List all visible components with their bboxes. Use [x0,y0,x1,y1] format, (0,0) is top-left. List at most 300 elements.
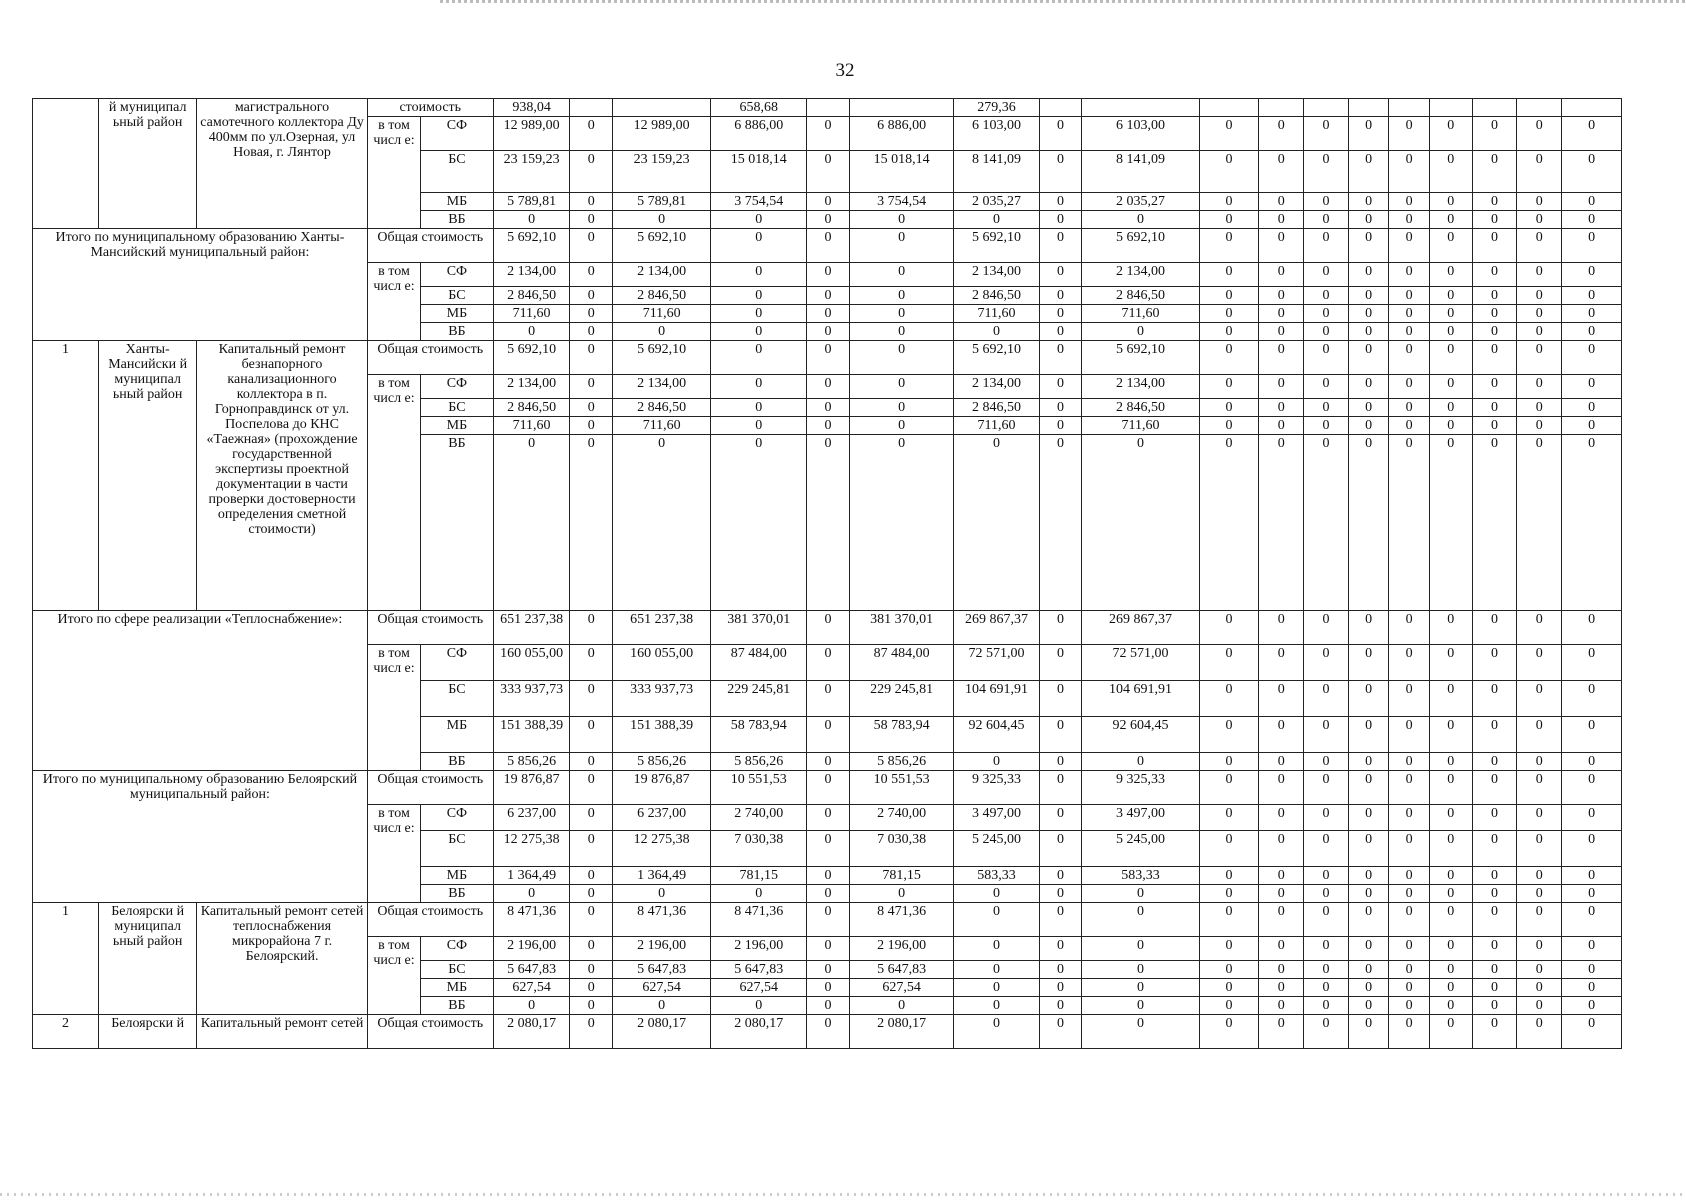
group-total-title: Итого по муниципальному образованию Ханты-Мансийский муниципальный район: [33,229,368,341]
value-cell: 0 [1562,903,1622,937]
value-cell: 0 [1472,611,1517,645]
value-cell: 5 647,83 [613,961,711,979]
value-cell: 0 [954,211,1039,229]
value-cell: 0 [1517,229,1562,263]
value-cell: 0 [1039,885,1082,903]
value-cell: 2 740,00 [849,805,954,831]
value-cell: 0 [1472,903,1517,937]
table-row [33,1015,1622,1049]
value-cell: 8 141,09 [1082,151,1199,193]
value-cell: 0 [570,151,613,193]
value-cell: 0 [1389,753,1430,771]
value-cell: 0 [1472,771,1517,805]
value-cell: 0 [1429,305,1472,323]
value-cell: 0 [1429,903,1472,937]
value-cell: 0 [613,323,711,341]
value-cell: 6 886,00 [849,117,954,151]
value-cell: 0 [1259,151,1304,193]
page-number: 32 [835,60,855,81]
value-cell: 0 [1348,805,1389,831]
value-cell: 0 [807,287,850,305]
value-cell: 0 [1039,229,1082,263]
value-cell: 0 [1517,753,1562,771]
including-label: в том числ е: [367,263,420,341]
category-code: ВБ [421,753,494,771]
value-cell: 0 [1348,885,1389,903]
value-cell: 2 196,00 [849,937,954,961]
value-cell: 0 [493,323,570,341]
value-cell: 0 [570,323,613,341]
value-cell: 0 [1562,805,1622,831]
value-cell: 711,60 [954,305,1039,323]
value-cell: 0 [954,1015,1039,1049]
value-cell: 0 [1429,753,1472,771]
value-cell: 0 [1389,229,1430,263]
value-cell: 12 275,38 [493,831,570,867]
value-cell [1472,99,1517,117]
value-cell: 2 196,00 [711,937,807,961]
value-cell: 0 [1259,305,1304,323]
value-cell: 0 [954,435,1039,611]
category-code: БС [421,831,494,867]
value-cell: 3 497,00 [954,805,1039,831]
value-cell: 0 [1429,611,1472,645]
value-cell: 0 [1517,771,1562,805]
value-cell: 2 134,00 [493,375,570,399]
value-cell: 0 [1472,151,1517,193]
value-cell: 0 [1389,305,1430,323]
value-cell: 0 [1039,997,1082,1015]
value-cell: 58 783,94 [849,717,954,753]
value-cell: 0 [1304,979,1349,997]
value-cell: 0 [1304,435,1349,611]
value-cell: 0 [1259,193,1304,211]
value-cell: 0 [1199,323,1259,341]
value-cell: 0 [1348,961,1389,979]
value-cell: 5 692,10 [493,229,570,263]
value-cell: 0 [1304,263,1349,287]
value-cell: 12 989,00 [613,117,711,151]
value-cell: 627,54 [711,979,807,997]
value-cell: 2 134,00 [954,375,1039,399]
value-cell: 0 [1039,399,1082,417]
value-cell: 0 [1562,151,1622,193]
value-cell: 0 [1348,997,1389,1015]
value-cell: 0 [1199,211,1259,229]
value-cell: 0 [1472,717,1517,753]
value-cell: 0 [1259,341,1304,375]
table-row [33,903,1622,937]
value-cell: 0 [711,229,807,263]
value-cell: 2 846,50 [613,287,711,305]
value-cell: 0 [1304,805,1349,831]
value-cell: 0 [1304,717,1349,753]
value-cell: 0 [1259,1015,1304,1049]
value-cell: 0 [1389,287,1430,305]
value-cell: 2 134,00 [1082,263,1199,287]
value-cell: 2 846,50 [954,399,1039,417]
value-cell: 0 [1039,117,1082,151]
value-cell: 0 [1389,681,1430,717]
value-cell: 0 [1348,211,1389,229]
value-cell: 0 [849,435,954,611]
value-cell: 0 [570,193,613,211]
municipality-name: Ханты-Мансийски й муниципал ьный район [99,341,197,611]
value-cell: 9 325,33 [954,771,1039,805]
value-cell: 0 [1389,867,1430,885]
value-cell: 0 [1517,903,1562,937]
value-cell: 6 886,00 [711,117,807,151]
value-cell: 0 [1348,1015,1389,1049]
value-cell: 0 [1472,805,1517,831]
value-cell: 0 [1348,323,1389,341]
value-cell: 0 [807,979,850,997]
value-cell: 0 [613,997,711,1015]
value-cell: 0 [1472,305,1517,323]
value-cell: 0 [1562,867,1622,885]
value-cell: 0 [1259,399,1304,417]
value-cell: 0 [1039,287,1082,305]
value-cell: 0 [1199,937,1259,961]
value-cell: 2 846,50 [493,287,570,305]
value-cell: 0 [570,287,613,305]
value-cell: 0 [1199,681,1259,717]
value-cell: 0 [807,117,850,151]
value-cell: 0 [1039,435,1082,611]
value-cell: 2 134,00 [954,263,1039,287]
value-cell: 0 [1259,805,1304,831]
category-total: Общая стоимость [367,1015,493,1049]
value-cell: 0 [1517,997,1562,1015]
value-cell: 269 867,37 [1082,611,1199,645]
value-cell: 0 [1348,645,1389,681]
category-total: Общая стоимость [367,611,493,645]
table-row [33,341,1622,375]
value-cell: 0 [1199,805,1259,831]
value-cell: 12 989,00 [493,117,570,151]
value-cell: 0 [570,375,613,399]
value-cell: 5 647,83 [711,961,807,979]
value-cell: 583,33 [954,867,1039,885]
category-code: МБ [421,717,494,753]
value-cell: 2 080,17 [613,1015,711,1049]
value-cell: 0 [1429,961,1472,979]
value-cell: 0 [570,831,613,867]
value-cell: 0 [1259,645,1304,681]
value-cell: 0 [807,903,850,937]
value-cell: 0 [1304,611,1349,645]
value-cell: 0 [1517,323,1562,341]
value-cell: 711,60 [613,305,711,323]
value-cell: 0 [1472,867,1517,885]
value-cell: 0 [1259,867,1304,885]
value-cell: 0 [570,979,613,997]
value-cell: 0 [1517,287,1562,305]
value-cell: 0 [1199,885,1259,903]
value-cell: 5 692,10 [613,229,711,263]
value-cell: 0 [954,961,1039,979]
value-cell: 0 [1429,193,1472,211]
category-total: Общая стоимость [367,341,493,375]
value-cell: 0 [1389,717,1430,753]
value-cell: 651 237,38 [613,611,711,645]
value-cell: 0 [849,263,954,287]
category-code: БС [421,681,494,717]
value-cell: 0 [1199,399,1259,417]
value-cell: 1 364,49 [493,867,570,885]
value-cell: 0 [849,375,954,399]
value-cell: 0 [807,937,850,961]
value-cell [1082,99,1199,117]
value-cell: 0 [1562,979,1622,997]
value-cell: 0 [1348,937,1389,961]
value-cell: 0 [570,805,613,831]
row-number [33,99,99,229]
value-cell: 0 [570,867,613,885]
category-code: СФ [421,805,494,831]
value-cell: 0 [1259,885,1304,903]
value-cell: 0 [1039,717,1082,753]
category-code: БС [421,961,494,979]
value-cell: 0 [849,211,954,229]
value-cell: 2 080,17 [493,1015,570,1049]
value-cell: 0 [1259,979,1304,997]
value-cell: 72 571,00 [1082,645,1199,681]
value-cell: 0 [1304,1015,1349,1049]
value-cell: 0 [1389,193,1430,211]
value-cell: 2 196,00 [493,937,570,961]
value-cell: 0 [1039,305,1082,323]
value-cell: 0 [1562,375,1622,399]
value-cell: 0 [570,305,613,323]
value-cell: 0 [1039,831,1082,867]
value-cell: 0 [1304,681,1349,717]
object-description: магистрального самотечного коллектора Ду 400мм по ул.Озерная, ул Новая, г. Лянтор [197,99,368,229]
value-cell: 3 754,54 [711,193,807,211]
value-cell: 6 103,00 [954,117,1039,151]
value-cell: 10 551,53 [711,771,807,805]
value-cell: 658,68 [711,99,807,117]
value-cell: 87 484,00 [849,645,954,681]
value-cell: 0 [1259,961,1304,979]
value-cell: 0 [1199,341,1259,375]
municipality-name: Белоярски й муниципал ьный район [99,903,197,1015]
value-cell: 0 [1562,117,1622,151]
category-code: МБ [421,193,494,211]
value-cell [1259,99,1304,117]
value-cell: 5 856,26 [849,753,954,771]
value-cell: 0 [1562,399,1622,417]
value-cell: 6 237,00 [613,805,711,831]
value-cell: 0 [1472,885,1517,903]
value-cell: 0 [1472,287,1517,305]
value-cell: 5 692,10 [1082,229,1199,263]
value-cell: 0 [1348,903,1389,937]
value-cell: 0 [807,645,850,681]
value-cell: 0 [1429,771,1472,805]
value-cell: 0 [1562,645,1622,681]
category-code: ВБ [421,323,494,341]
value-cell: 5 692,10 [613,341,711,375]
value-cell: 0 [1389,375,1430,399]
value-cell: 0 [1429,229,1472,263]
value-cell: 0 [1348,193,1389,211]
value-cell: 6 237,00 [493,805,570,831]
value-cell: 0 [711,375,807,399]
value-cell: 0 [1517,681,1562,717]
value-cell: 0 [1389,937,1430,961]
value-cell: 0 [1348,611,1389,645]
value-cell: 0 [1472,341,1517,375]
value-cell: 0 [1259,417,1304,435]
value-cell: 0 [570,117,613,151]
value-cell: 2 846,50 [954,287,1039,305]
value-cell: 3 497,00 [1082,805,1199,831]
value-cell: 0 [1039,263,1082,287]
value-cell: 0 [1199,417,1259,435]
value-cell: 0 [1199,1015,1259,1049]
value-cell: 19 876,87 [493,771,570,805]
value-cell: 0 [849,323,954,341]
category-total: стоимость [367,99,493,117]
value-cell: 0 [807,417,850,435]
value-cell: 0 [1429,805,1472,831]
value-cell: 0 [1199,193,1259,211]
value-cell: 0 [1517,867,1562,885]
value-cell: 0 [954,323,1039,341]
value-cell: 0 [1304,753,1349,771]
value-cell: 0 [1259,229,1304,263]
value-cell: 0 [1304,885,1349,903]
value-cell: 0 [1562,417,1622,435]
value-cell: 8 471,36 [711,903,807,937]
value-cell: 0 [1429,885,1472,903]
value-cell [1199,99,1259,117]
value-cell: 5 856,26 [711,753,807,771]
value-cell: 0 [1429,211,1472,229]
value-cell: 0 [1199,903,1259,937]
row-number: 2 [33,1015,99,1049]
value-cell: 8 471,36 [493,903,570,937]
value-cell: 0 [1259,831,1304,867]
value-cell: 0 [1429,867,1472,885]
value-cell: 0 [1389,341,1430,375]
value-cell: 381 370,01 [711,611,807,645]
value-cell: 0 [1199,831,1259,867]
value-cell: 8 471,36 [849,903,954,937]
value-cell: 938,04 [493,99,570,117]
value-cell: 0 [1517,193,1562,211]
category-total: Общая стоимость [367,229,493,263]
value-cell [1039,99,1082,117]
value-cell: 0 [1199,117,1259,151]
value-cell: 229 245,81 [711,681,807,717]
row-number: 1 [33,903,99,1015]
value-cell: 87 484,00 [711,645,807,681]
value-cell: 0 [1199,435,1259,611]
value-cell: 5 692,10 [1082,341,1199,375]
value-cell: 711,60 [493,417,570,435]
value-cell: 0 [1348,681,1389,717]
value-cell: 0 [954,903,1039,937]
value-cell: 0 [1472,937,1517,961]
value-cell: 269 867,37 [954,611,1039,645]
value-cell: 0 [1304,211,1349,229]
value-cell: 0 [1389,151,1430,193]
value-cell: 0 [1389,611,1430,645]
value-cell: 0 [1348,375,1389,399]
value-cell: 0 [493,211,570,229]
value-cell: 0 [1348,151,1389,193]
value-cell: 0 [1517,263,1562,287]
value-cell: 0 [807,375,850,399]
value-cell: 0 [1389,961,1430,979]
value-cell: 0 [711,435,807,611]
value-cell: 0 [1199,611,1259,645]
category-code: СФ [421,937,494,961]
category-code: ВБ [421,435,494,611]
value-cell: 0 [1259,903,1304,937]
value-cell: 5 856,26 [493,753,570,771]
value-cell [1389,99,1430,117]
category-code: БС [421,399,494,417]
value-cell: 0 [1429,151,1472,193]
value-cell: 0 [711,263,807,287]
value-cell: 0 [1472,117,1517,151]
value-cell: 0 [1082,885,1199,903]
value-cell: 627,54 [493,979,570,997]
value-cell: 0 [1389,399,1430,417]
value-cell: 0 [807,151,850,193]
value-cell: 0 [493,435,570,611]
value-cell: 0 [1517,375,1562,399]
value-cell: 0 [1389,645,1430,681]
value-cell: 279,36 [954,99,1039,117]
value-cell: 0 [570,753,613,771]
value-cell: 0 [1472,211,1517,229]
value-cell: 0 [1348,399,1389,417]
value-cell: 0 [1039,979,1082,997]
value-cell: 0 [711,323,807,341]
value-cell: 0 [1199,263,1259,287]
value-cell: 0 [711,305,807,323]
including-label: в том числ е: [367,645,420,771]
value-cell: 0 [1429,1015,1472,1049]
value-cell: 0 [1517,341,1562,375]
value-cell: 0 [570,903,613,937]
value-cell: 5 789,81 [613,193,711,211]
value-cell: 0 [1562,229,1622,263]
value-cell: 0 [1472,997,1517,1015]
value-cell: 0 [1472,831,1517,867]
value-cell: 333 937,73 [613,681,711,717]
value-cell: 0 [1562,885,1622,903]
value-cell: 0 [1517,117,1562,151]
value-cell: 0 [849,229,954,263]
value-cell: 0 [1304,937,1349,961]
value-cell: 0 [1082,753,1199,771]
value-cell: 0 [570,229,613,263]
value-cell: 0 [1199,979,1259,997]
value-cell: 0 [1517,611,1562,645]
table-row [33,771,1622,805]
value-cell: 0 [1348,753,1389,771]
value-cell: 5 692,10 [493,341,570,375]
value-cell: 160 055,00 [493,645,570,681]
value-cell [1429,99,1472,117]
value-cell: 104 691,91 [954,681,1039,717]
value-cell: 0 [1389,831,1430,867]
